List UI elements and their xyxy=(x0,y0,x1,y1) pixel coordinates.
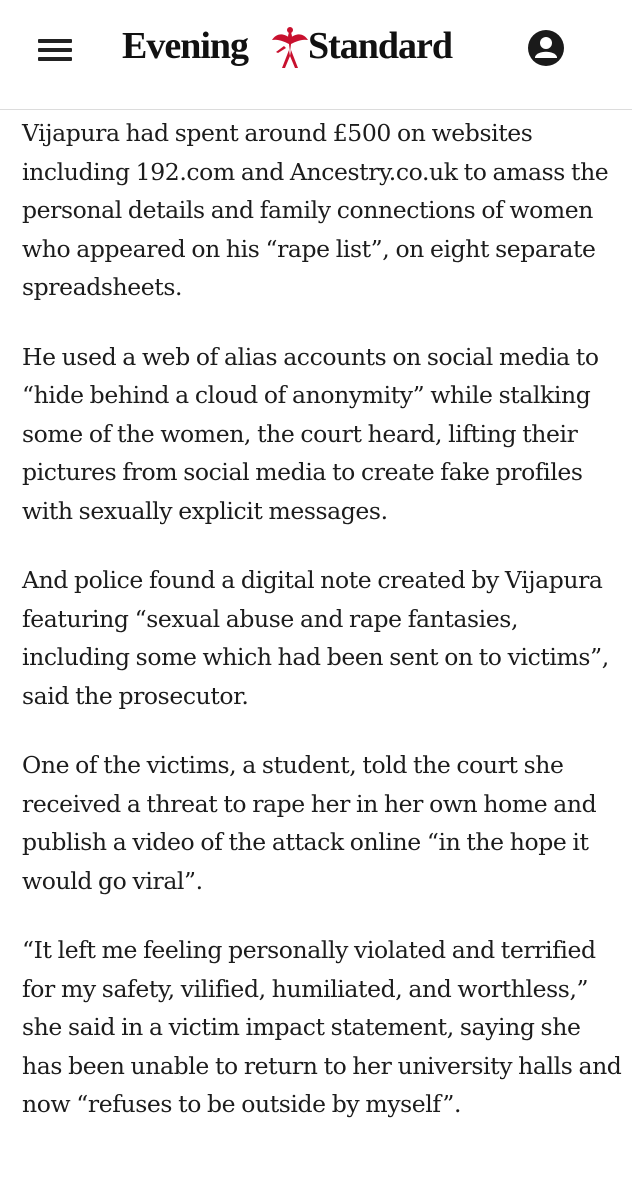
site-logo[interactable] xyxy=(110,16,490,76)
article-paragraph: Vijapura had spent around £500 on websites including 192.com and Ancestry.co.uk to amass the personal details and family connections of women who appeared on his “rape list”, on eight separate spreadsheets. xyxy=(22,119,609,301)
menu-bar xyxy=(38,57,72,61)
user-account-glyph xyxy=(526,28,566,68)
hamburger-menu-icon[interactable] xyxy=(36,33,76,65)
article-paragraph: And police found a digital note created by Vijapura featuring “sexual abuse and rape fantasies, including some which had been sent on to victims”, said the prosecutor. xyxy=(22,566,609,710)
logo-word-standard: Standard xyxy=(308,25,453,67)
user-account-icon[interactable] xyxy=(526,28,566,68)
article-paragraph: One of the victims, a student, told the court she received a threat to rape her in her own home and publish a video of the attack online “in the hope it would go viral”. xyxy=(22,751,597,895)
menu-bar xyxy=(38,48,72,52)
article-paragraph: “It left me feeling personally violated and terrified for my safety, vilified, humiliated, and worthless,” she said in a victim impact statement, saying she has been unable to return to her university halls and now “refuses to be outside by myself”. xyxy=(22,936,622,1118)
article-body xyxy=(22,114,622,1155)
site-header xyxy=(0,0,632,110)
article-paragraph: He used a web of alias accounts on social media to “hide behind a cloud of anonymity” while stalking some of the women, the court heard, lifting their pictures from social media to create fake profiles with sexually explicit messages. xyxy=(22,342,599,525)
menu-bar xyxy=(38,39,72,43)
winged-figure-icon xyxy=(270,22,310,74)
logo-word-evening: Evening xyxy=(122,25,249,67)
